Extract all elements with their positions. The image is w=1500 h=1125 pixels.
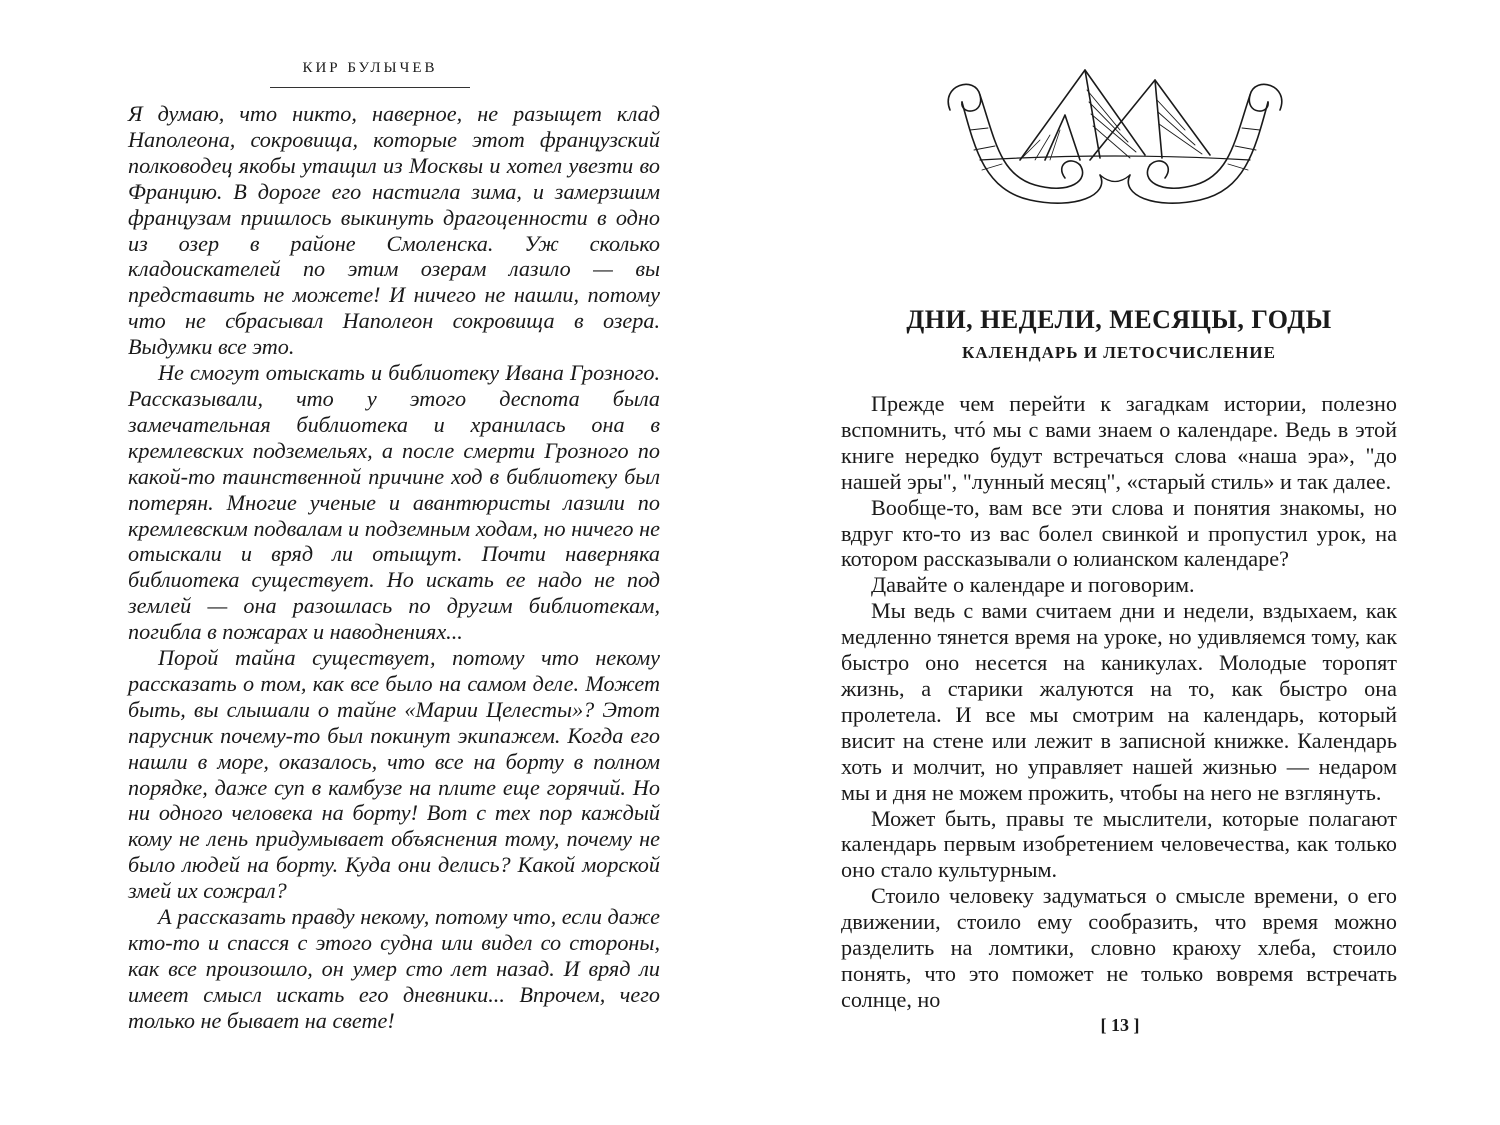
paragraph: Может быть, правы те мыслители, которые полагают календарь первым изобретением человечества, как только оно стало культурным. (841, 805, 1397, 883)
paragraph: Я думаю, что никто, наверное, не разыщет клад Наполеона, сокровища, которые этот французский полководец якобы утащил из Москвы и хотел увезти во Францию. В дороге его настигла зима, и замерзшим французам пришлось выкинуть драгоценности в одно из озер в районе Смоленска. Уж сколько кладоискателей по этим озерам лазило — вы представить не можете! И ничего не нашли, потому что не сбрасывал Наполеон сокровища в озера. Выдумки все это. (128, 101, 660, 360)
paragraph: Не смогут отыскать и библиотеку Ивана Грозного. Рассказывали, что у этого деспота была замечательная библиотека и хранилась она в кремлевских подземельях, а после смерти Грозного по какой-то таинственной причине ход в библиотеку был потерян. Многие ученые и авантюристы лазили по кремлевским подвалам и подземным ходам, но ничего не отыскали и вряд ли отыщут. Почти наверняка библиотека существует. Но искать ее надо не под землей — она разошлась по другим библиотекам, погибла в пожарах и наводнениях... (128, 360, 660, 645)
paragraph: Стоило человеку задуматься о смысле времени, о его движении, стоило ему сообразить, что время можно разделить на ломтики, словно краюху хлеба, стоило понять, что это поможет не только вовремя встречать солнце, но (841, 883, 1397, 1012)
left-text-block (128, 101, 660, 1034)
chapter-subtitle: КАЛЕНДАРЬ И ЛЕТОСЧИСЛЕНИЕ (962, 343, 1276, 362)
pyramids-scroll-ornament-icon (940, 60, 1290, 210)
paragraph: Вообще-то, вам все эти слова и понятия знакомы, но вдруг кто-то из вас болел свинкой и пропустил урок, на котором рассказывали о юлианском календаре? (841, 494, 1397, 572)
paragraph: Порой тайна существует, потому что некому рассказать о том, как все было на самом деле. Может быть, вы слышали о тайне «Марии Целесты»? Этот парусник почему-то был покинут экипажем. Когда его нашли в море, оказалось, что все на борту в полном порядке, даже суп в камбузе на плите еще горячий. Но ни одного человека на борту! Вот с тех пор каждый кому не лень придумывает объяснения тому, почему не было людей на борту. Куда они делись? Какой морской змей их сожрал? (128, 645, 660, 904)
page-number: [ 13 ] (1100, 1015, 1140, 1035)
chapter-title: ДНИ, НЕДЕЛИ, МЕСЯЦЫ, ГОДЫ (906, 305, 1332, 334)
paragraph: А рассказать правду некому, потому что, если даже кто-то и спасся с этого судна или видел со стороны, как все произошло, он умер сто лет назад. И вряд ли имеет смысл искать его дневники... Впрочем, чего только не бывает на свете! (128, 904, 660, 1033)
running-head: КИР БУЛЫЧЕВ (302, 60, 438, 76)
paragraph: Прежде чем перейти к загадкам истории, полезно вспомнить, чтó мы с вами знаем о календаре. Ведь в этой книге нередко будут встречаться слова «наша эра», "до нашей эры", "лунный месяц", «старый стиль» и так далее. (841, 391, 1397, 494)
paragraph: Мы ведь с вами считаем дни и недели, вздыхаем, как медленно тянется время на уроке, но удивляемся тому, как быстро оно несется на каникулах. Молодые торопят жизнь, а старики жалуются на то, как быстро она пролетела. И все мы смотрим на календарь, который висит на стене или лежит в записной книжке. Календарь хоть и молчит, но управляет нашей жизнью — недаром мы и дня не можем прожить, чтобы на него не взглянуть. (841, 598, 1397, 805)
paragraph: Давайте о календаре и поговорим. (871, 572, 1195, 598)
running-head-rule (270, 87, 470, 88)
right-text-block (841, 391, 1397, 1013)
